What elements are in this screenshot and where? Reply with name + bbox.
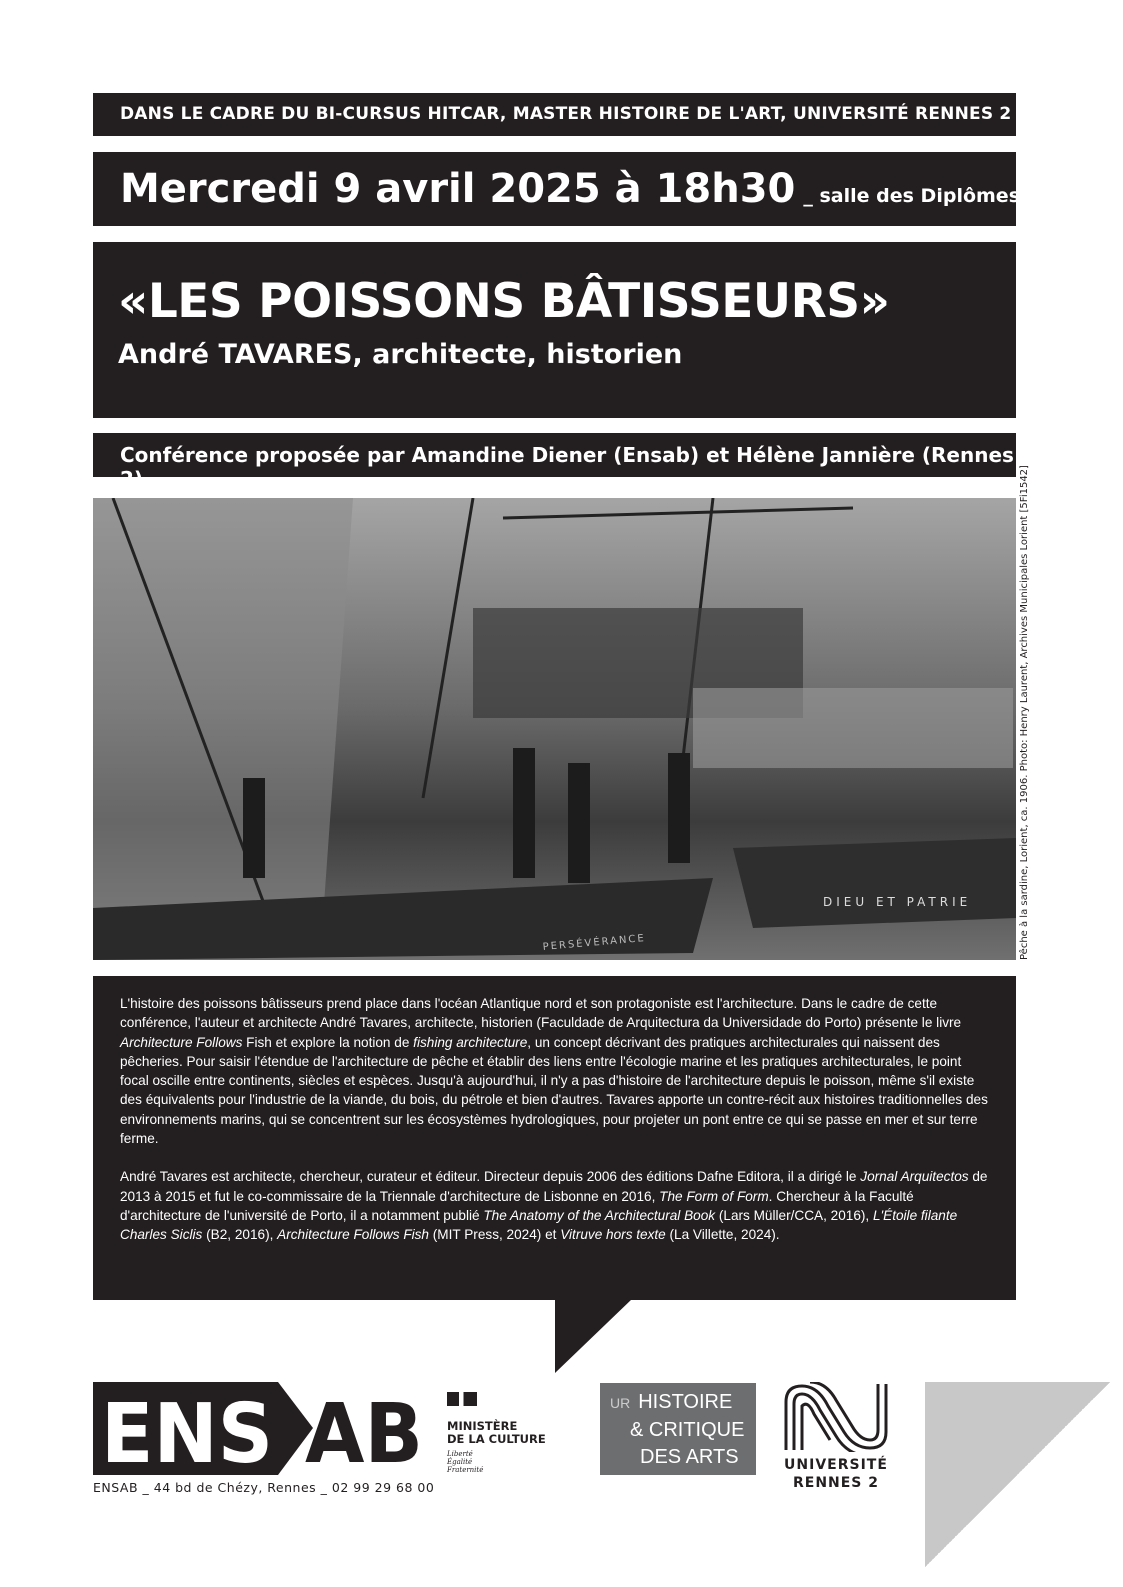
description-paragraph-2 <box>120 1167 990 1244</box>
marianne-icon <box>447 1392 477 1406</box>
rennes2-emblem-icon <box>780 1382 892 1452</box>
text: . Chercheur à la Faculté d'architecture de l'université de Porto, il a notamment publié <box>120 1188 914 1223</box>
hca-line: DES ARTS <box>640 1446 739 1468</box>
event-date: Mercredi 9 avril 2025 à 18h30 <box>120 166 796 212</box>
text: (B2, 2016), <box>202 1227 278 1243</box>
title: L'Étoile filante Charles Siclis <box>120 1207 958 1243</box>
text: de 2013 à 2015 et fut le co-commissaire de la Triennale d'architecture de Lisbonne en 2016, <box>120 1169 988 1204</box>
devise-line: Fraternité <box>447 1466 484 1474</box>
boat-label-1: DIEU ET PATRIE <box>823 895 972 909</box>
hca-line: & CRITIQUE <box>630 1419 745 1441</box>
nets <box>93 498 353 938</box>
text: (La Villette, 2024). <box>665 1227 780 1243</box>
title-banner <box>93 242 1016 418</box>
title: Jornal Arquitectos <box>860 1169 969 1185</box>
historic-photo <box>93 498 1016 960</box>
ministere-line: DE LA CULTURE <box>447 1432 546 1446</box>
event-title: «LES POISSONS BÂTISSEURS» <box>118 274 890 329</box>
title: Architecture Follows Fish <box>277 1227 429 1243</box>
header-banner <box>93 93 1016 136</box>
text: L'histoire des poissons bâtisseurs prend place dans l'océan Atlantique nord et son protagoniste est l'architecture. Dans le cadre de cette conférence, l'auteur et architecte André Tavares, architecte, historien (Faculdade de Arquitectura da Universidade do Porto) présente le livre <box>120 996 962 1031</box>
event-place: _ salle des Diplômes <box>803 185 1021 207</box>
text: , un concept décrivant des pratiques architecturales qui naissent des pêcheries. Pour saisir l'étendue de l'architecture de pêche et établir des liens entre l'écologie marine et les pratiques architecturales, le point focal oscille entre continents, siècles et espèces. Jusqu'à aujourd'hui, il n'y a pas d'histoire de l'architecture depuis le poisson, même s'il existe des équivalents pour l'industrie de la viande, du bois, du pétrole et bien d'autres. Tavares apporte un contre-récit aux histoires traditionnelles des environnements marins, qui se concentrent sur les écosystèmes hydrologiques, pour projeter un pont entre ce qui se passe en mer et sur terre ferme. <box>120 1034 988 1147</box>
photo-illustration <box>93 498 1016 960</box>
devise-line: Liberté <box>447 1450 473 1458</box>
term: fishing architecture <box>413 1034 528 1050</box>
ministere-line: MINISTÈRE <box>447 1419 518 1433</box>
ur-label: UR <box>610 1395 631 1411</box>
ensab-logo <box>93 1382 425 1475</box>
rennes2-line: RENNES 2 <box>792 1475 880 1491</box>
title: The Anatomy of the Architectural Book <box>483 1207 716 1223</box>
speech-pointer <box>555 1299 632 1373</box>
description-paragraph-1 <box>120 994 990 1148</box>
rennes2-logo <box>780 1382 892 1492</box>
text: André Tavares est architecte, chercheur, curateur et éditeur. Directeur depuis 2006 des éditions Dafne Editora, il a dirigé le <box>120 1169 861 1185</box>
organizers-banner <box>93 433 1016 491</box>
ministere-culture-logo <box>447 1392 546 1474</box>
histoire-critique-arts-logo <box>600 1383 756 1475</box>
address: ENSAB _ 44 bd de Chézy, Rennes _ 02 99 29 68 00 <box>93 1480 435 1495</box>
date-banner <box>93 152 1021 226</box>
svg-text:AB: AB <box>305 1387 423 1475</box>
description-block <box>93 976 1016 1300</box>
speaker: André TAVARES, architecte, historien <box>118 339 683 370</box>
hca-line: HISTOIRE <box>638 1391 733 1413</box>
text: (MIT Press, 2024) et <box>429 1227 561 1243</box>
svg-text:ENS: ENS <box>101 1387 273 1475</box>
devise-line: Égalité <box>447 1458 473 1466</box>
boat-right <box>733 838 1016 928</box>
decorative-gray-triangle <box>925 1382 1110 1567</box>
rennes2-line: UNIVERSITÉ <box>784 1457 888 1473</box>
boat-label-2: PERSÉVÉRANCE <box>542 933 647 953</box>
organizers: Conférence proposée par Amandine Diener (Ensab) et Hélène Jannière (Rennes 2) <box>120 443 1014 491</box>
text: (Lars Müller/CCA, 2016), <box>715 1207 873 1223</box>
text: Fish et explore la notion de <box>242 1034 414 1050</box>
book-title: Architecture Follows <box>120 1034 243 1050</box>
title: Vitruve hors texte <box>560 1227 666 1243</box>
header-line: DANS LE CADRE DU BI-CURSUS HITCAR, MASTER HISTOIRE DE L'ART, UNIVERSITÉ RENNES 2 <box>120 104 1012 124</box>
title: The Form of Form <box>659 1188 769 1204</box>
quay <box>693 688 1013 768</box>
photo-caption: Pêche à la sardine, Lorient, ca. 1906. Photo: Henry Laurent, Archives Municipales Lorient [5Fi1542] <box>1019 465 1030 960</box>
